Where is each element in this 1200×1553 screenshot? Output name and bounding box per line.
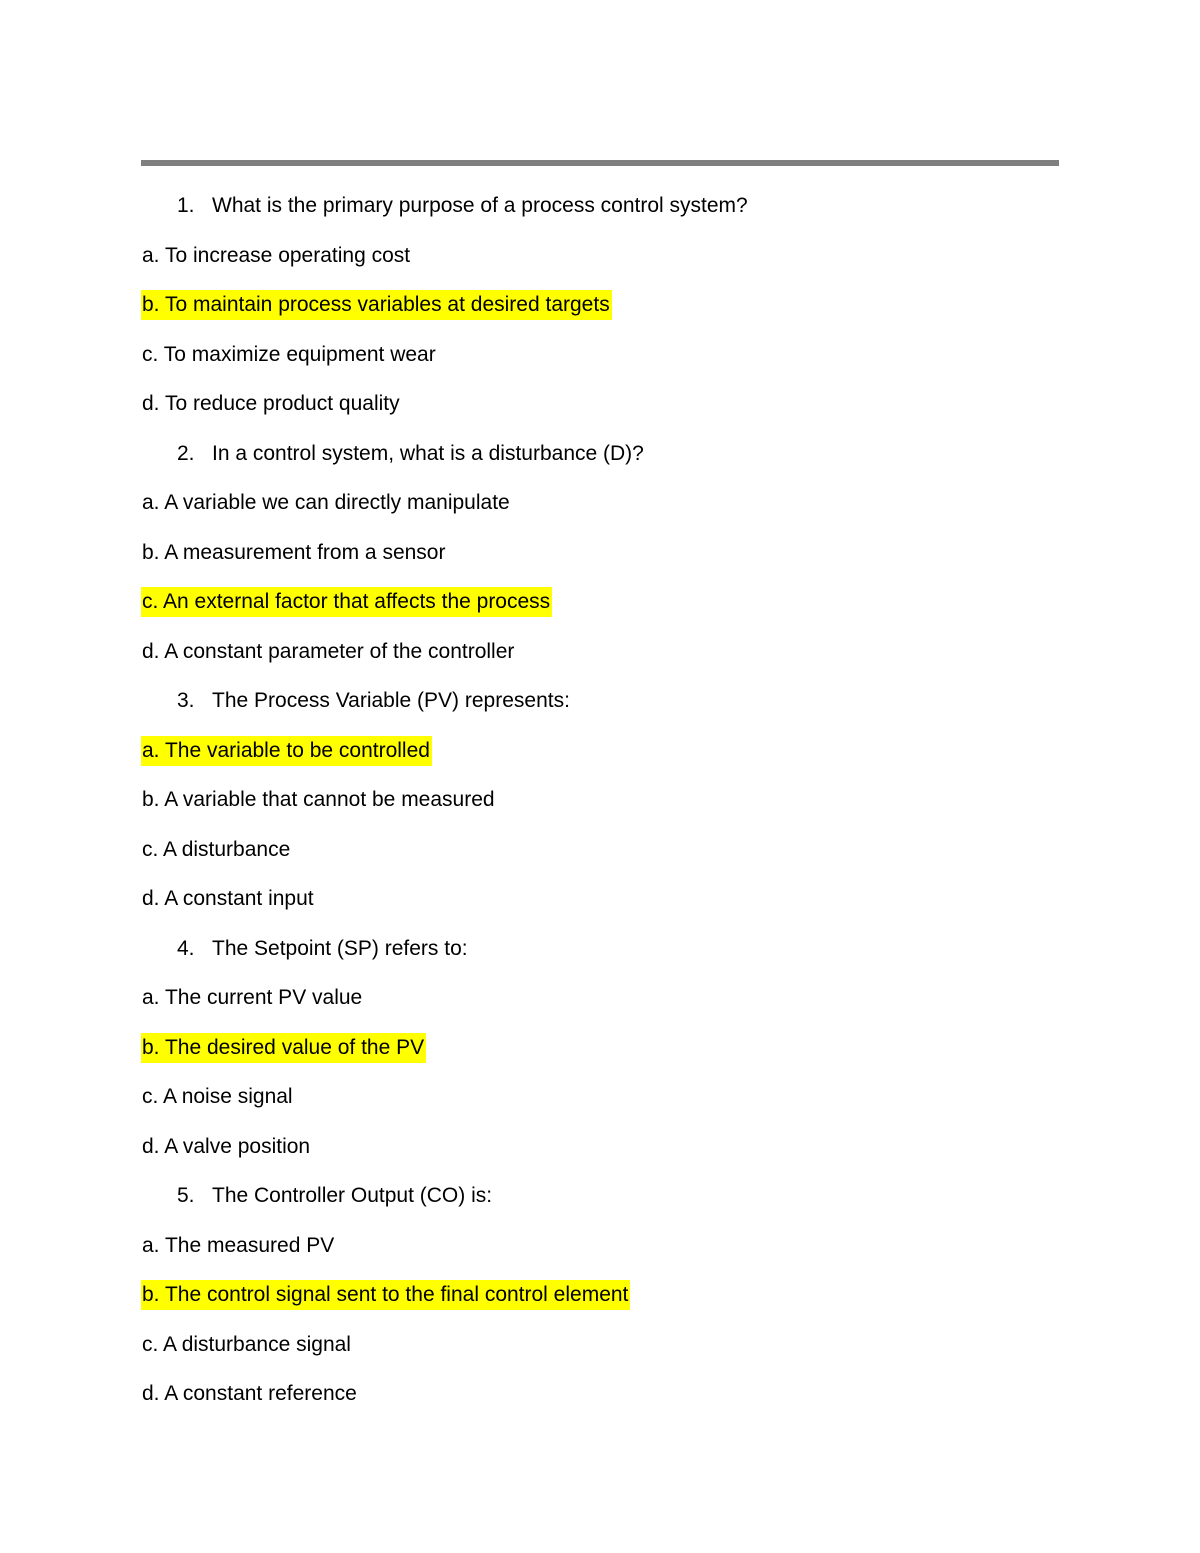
option-3d <box>141 882 1059 916</box>
option-text-highlighted: b. The desired value of the PV <box>141 1033 426 1063</box>
option-text: c. To maximize equipment wear <box>142 342 436 366</box>
option-text: c. A disturbance signal <box>142 1332 351 1356</box>
option-1a <box>141 239 1059 273</box>
option-2a <box>141 486 1059 520</box>
option-text: d. A valve position <box>142 1134 311 1158</box>
option-2c-correct <box>141 585 1059 619</box>
option-text: a. The current PV value <box>142 986 363 1009</box>
option-text: d. To reduce product quality <box>142 392 400 415</box>
question-text: The Controller Output (CO) is: <box>212 1184 493 1207</box>
option-2d <box>141 635 1059 669</box>
question-4 <box>141 932 1059 966</box>
option-text: a. A variable we can directly manipulate <box>142 491 510 514</box>
option-1c <box>141 338 1059 372</box>
option-4b-correct <box>141 1031 1059 1065</box>
option-4a <box>141 981 1059 1015</box>
option-text: d. A constant parameter of the controller <box>142 639 515 663</box>
question-2 <box>141 437 1059 471</box>
option-text-highlighted: b. To maintain process variables at desired targets <box>141 290 612 320</box>
question-number: 1. <box>177 194 195 217</box>
question-text: The Process Variable (PV) represents: <box>212 689 570 712</box>
option-text-highlighted: c. An external factor that affects the process <box>141 587 552 617</box>
question-text: What is the primary purpose of a process control system? <box>212 194 748 217</box>
question-text: In a control system, what is a disturbance (D)? <box>212 441 644 465</box>
option-text: c. A noise signal <box>142 1085 293 1108</box>
option-4d <box>141 1130 1059 1164</box>
option-text: a. The measured PV <box>142 1233 335 1257</box>
option-text: d. A constant input <box>142 887 314 910</box>
question-number: 3. <box>177 689 195 712</box>
option-text: c. A disturbance <box>142 837 291 861</box>
question-number: 4. <box>177 936 195 960</box>
option-3b <box>141 783 1059 817</box>
question-1 <box>141 189 1059 223</box>
option-1d <box>141 387 1059 421</box>
option-3c <box>141 833 1059 867</box>
option-5c <box>141 1328 1059 1362</box>
option-text: a. To increase operating cost <box>142 243 411 267</box>
option-2b <box>141 536 1059 570</box>
quiz-content <box>141 189 1059 1427</box>
question-5 <box>141 1179 1059 1213</box>
option-5d <box>141 1377 1059 1411</box>
option-3a-correct <box>141 734 1059 768</box>
question-number: 5. <box>177 1184 195 1207</box>
horizontal-rule <box>141 160 1059 166</box>
option-5a <box>141 1229 1059 1263</box>
question-text: The Setpoint (SP) refers to: <box>212 936 468 960</box>
option-text: b. A variable that cannot be measured <box>142 788 495 811</box>
option-text: d. A constant reference <box>142 1382 357 1405</box>
option-1b-correct <box>141 288 1059 322</box>
option-text-highlighted: b. The control signal sent to the final control element <box>141 1280 630 1310</box>
option-text-highlighted: a. The variable to be controlled <box>141 736 432 766</box>
option-text: b. A measurement from a sensor <box>142 540 446 564</box>
option-4c <box>141 1080 1059 1114</box>
option-5b-correct <box>141 1278 1059 1312</box>
question-number: 2. <box>177 441 195 465</box>
question-3 <box>141 684 1059 718</box>
